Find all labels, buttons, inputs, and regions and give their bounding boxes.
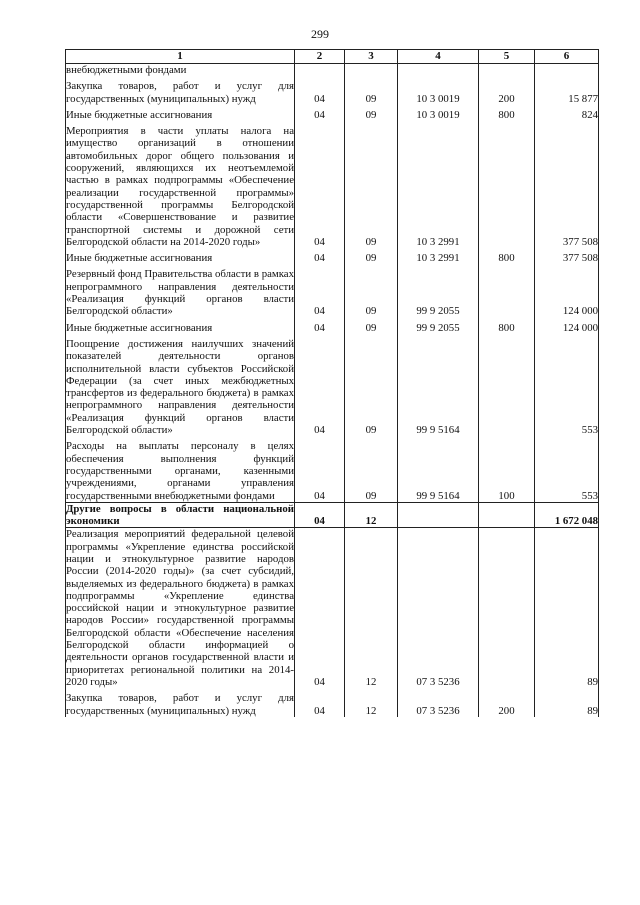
amount-cell: 15 877 [535,80,599,105]
target-article-cell: 99 9 5164 [398,440,479,502]
target-article-cell: 99 9 5164 [398,338,479,436]
expense-type-cell [479,338,535,436]
target-article-cell: 10 3 0019 [398,109,479,121]
expense-type-cell: 200 [479,80,535,105]
amount-cell: 1 672 048 [535,502,599,528]
target-article-cell [398,64,479,77]
table-row [66,338,599,436]
table-row [66,268,599,317]
table-row [66,252,599,264]
budget-table [65,49,599,717]
table-row [66,109,599,121]
expense-type-cell: 800 [479,109,535,121]
section-cell: 04 [295,502,345,528]
section-cell: 04 [295,692,345,717]
section-cell: 04 [295,268,345,317]
amount-cell: 553 [535,440,599,502]
description-cell: Другие вопросы в области национальной экономики [66,502,294,528]
amount-cell: 124 000 [535,322,599,334]
subsection-cell: 12 [345,502,398,528]
description-cell: Иные бюджетные ассигнования [66,109,295,121]
header-cell-6: 6 [535,50,599,64]
header-cell-2: 2 [295,50,345,64]
header-cell-5: 5 [479,50,535,64]
expense-type-cell [479,64,535,77]
subsection-cell: 12 [345,692,398,717]
table-body [66,64,599,717]
amount-cell: 89 [535,528,599,688]
section-cell [295,64,345,77]
description-cell: Иные бюджетные ассигнования [66,252,295,264]
expense-type-cell: 800 [479,252,535,264]
amount-cell [535,64,599,77]
amount-cell: 377 508 [535,252,599,264]
header-cell-4: 4 [398,50,479,64]
description-cell: Расходы на выплаты персоналу в целях обеспечения выполнения функций государственными органами, казенными учреждениями, органами управления государственными внебюджетными фондами [66,440,294,502]
subsection-cell: 09 [345,125,398,248]
target-article-cell: 10 3 0019 [398,80,479,105]
target-article-cell: 10 3 2991 [398,125,479,248]
description-cell: Реализация мероприятий федеральной целевой программы «Укрепление единства российской нации и этнокультурное развитие народов России (2014-2020 годы)» (за счет субсидий, выделяемых из федерального бюджета) в рамках подпрограммы «Укрепление единства российской нации и этнокультурное развитие народов России» государственной программы Белгородской области «Обеспечение населения Белгородской области информацией о деятельности органов государственной власти и приоритетах региональной политики на 2014-2020 годы» [66,528,294,688]
section-cell: 04 [295,80,345,105]
expense-type-cell [479,268,535,317]
table-row [66,528,599,688]
expense-type-cell [479,528,535,688]
section-cell: 04 [295,252,345,264]
section-cell: 04 [295,322,345,334]
expense-type-cell [479,125,535,248]
expense-type-cell: 200 [479,692,535,717]
table-row [66,64,599,77]
expense-type-cell [479,502,535,528]
table-row [66,80,599,105]
description-cell: внебюджетными фондами [66,64,295,77]
section-cell: 04 [295,338,345,436]
subsection-cell: 09 [345,440,398,502]
amount-cell: 824 [535,109,599,121]
table-row [66,692,599,717]
table-row [66,440,599,502]
table-row [66,322,599,334]
description-cell: Закупка товаров, работ и услуг для государственных (муниципальных) нужд [66,80,294,105]
section-cell: 04 [295,109,345,121]
subsection-cell: 09 [345,322,398,334]
target-article-cell: 99 9 2055 [398,268,479,317]
target-article-cell: 07 3 5236 [398,528,479,688]
subsection-cell: 09 [345,80,398,105]
subsection-cell [345,64,398,77]
section-heading-row [66,502,599,528]
section-cell: 04 [295,125,345,248]
target-article-cell [398,502,479,528]
page-number: 299 [311,27,329,41]
section-cell: 04 [295,440,345,502]
header-cell-1: 1 [66,50,295,64]
subsection-cell: 09 [345,268,398,317]
subsection-cell: 09 [345,109,398,121]
description-cell: Поощрение достижения наилучших значений показателей деятельности органов исполнительной власти субъектов Российской Федерации (за счет иных межбюджетных трансфертов из федерального бюджета) в рамках непрограммного направления деятельности «Реализация функций органов власти Белгородской области» [66,337,294,437]
expense-type-cell: 800 [479,322,535,334]
header-cell-3: 3 [345,50,398,64]
header-row [66,50,599,64]
description-cell: Иные бюджетные ассигнования [66,322,295,334]
amount-cell: 553 [535,338,599,436]
amount-cell: 377 508 [535,125,599,248]
expense-type-cell: 100 [479,440,535,502]
description-cell: Закупка товаров, работ и услуг для государственных (муниципальных) нужд [66,692,294,717]
description-cell: Резервный фонд Правительства области в рамках непрограммного направления деятельности «Реализация функций органов власти Белгородской области» [66,268,294,318]
subsection-cell: 12 [345,528,398,688]
description-cell: Мероприятия в части уплаты налога на имущество организаций в отношении автомобильных дорог общего пользования и сооружений, являющихся их неотъемлемой частью в рамках подпрограммы «Обеспечение реализации государственной программы» государственной программы Белгородской области «Совершенствование и развитие транспортной системы и дорожной сети Белгородской области на 2014-2020 годы» [66,125,294,248]
amount-cell: 89 [535,692,599,717]
subsection-cell: 09 [345,338,398,436]
table-row [66,125,599,248]
target-article-cell: 10 3 2991 [398,252,479,264]
section-cell: 04 [295,528,345,688]
amount-cell: 124 000 [535,268,599,317]
subsection-cell: 09 [345,252,398,264]
target-article-cell: 07 3 5236 [398,692,479,717]
target-article-cell: 99 9 2055 [398,322,479,334]
